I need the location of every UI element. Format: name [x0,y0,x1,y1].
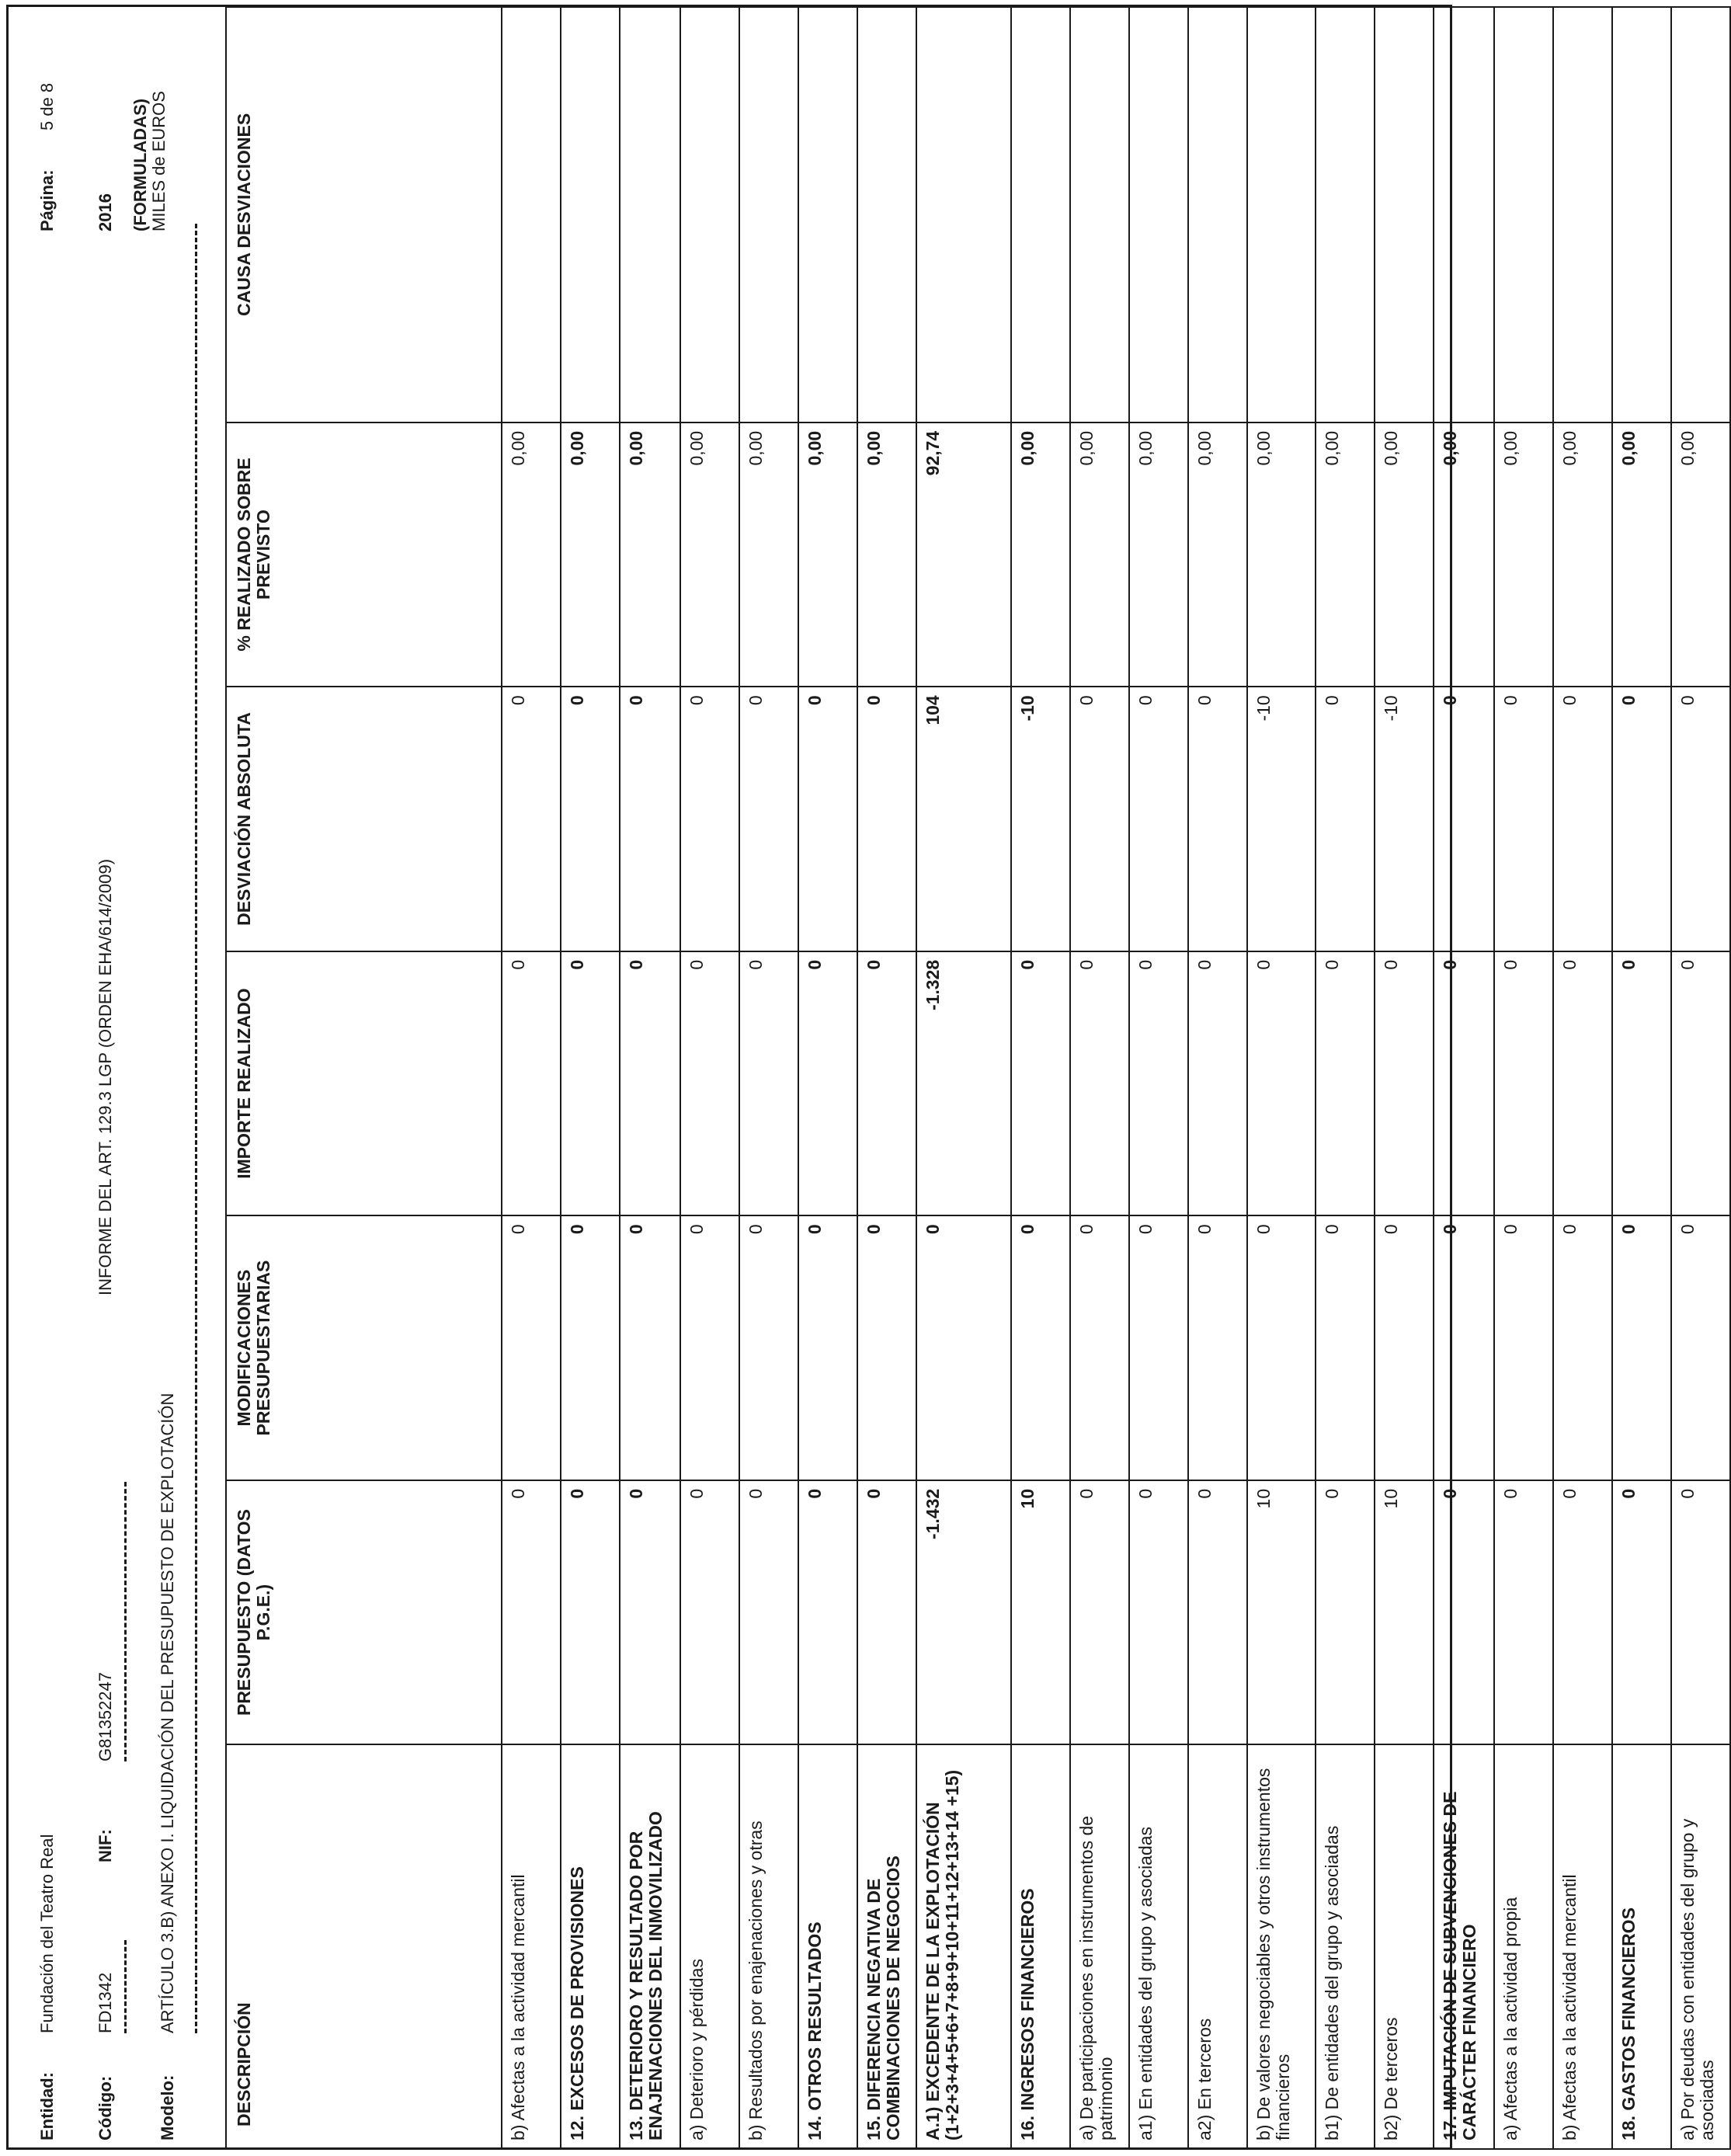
cell-presupuesto: 0 [680,1480,739,1745]
cell-modificaciones: 0 [1494,1215,1553,1480]
pagina-label: Página: [37,169,57,231]
cell-desviacion: -10 [1375,687,1434,951]
row-descripcion: a1) En entidades del grupo y asociadas [1129,1744,1188,2149]
cell-porcentaje: 0,00 [1011,423,1070,687]
table-row [502,7,561,2149]
cell-importe-realizado: 0 [1129,951,1188,1216]
cell-porcentaje: 92,74 [916,423,1011,687]
entidad-label: Entidad: [37,2072,57,2140]
row-descripcion: 16. INGRESOS FINANCIEROS [1011,1744,1070,2149]
cell-causa [1375,7,1434,423]
col-header-modificaciones: MODIFICACIONES PRESUPUESTARIAS [226,1215,502,1480]
cell-causa [1070,7,1129,423]
cell-causa [1612,7,1671,423]
table-row [561,7,620,2149]
cell-porcentaje: 0,00 [680,423,739,687]
cell-porcentaje: 0,00 [1316,423,1375,687]
row-descripcion: b2) De terceros [1375,1744,1434,2149]
cell-desviacion: 0 [1070,687,1129,951]
cell-presupuesto: 0 [1434,1480,1494,1745]
table-row [680,7,739,2149]
cell-causa [1494,7,1553,423]
table-row [916,7,1011,2149]
row-descripcion: b) De valores negociables y otros instrumentos financieros [1247,1744,1316,2149]
table-row [1553,7,1612,2149]
cell-importe-realizado: 0 [739,951,798,1216]
cell-causa [916,7,1011,423]
row-descripcion: b1) De entidades del grupo y asociadas [1316,1744,1375,2149]
table-row [1671,7,1730,2149]
cell-importe-realizado: 0 [798,951,857,1216]
row-descripcion: b) Resultados por enajenaciones y otras [739,1744,798,2149]
formuladas-label: (FORMULADAS) [130,98,150,231]
cell-modificaciones: 0 [1129,1215,1188,1480]
cell-presupuesto: 0 [1188,1480,1247,1745]
cell-desviacion: 0 [561,687,620,951]
cell-desviacion: -10 [1247,687,1316,951]
cell-modificaciones: 0 [1375,1215,1434,1480]
unidades-label: MILES de EUROS [149,91,169,231]
table-header-row [226,7,502,2149]
cell-causa [1434,7,1494,423]
cell-porcentaje: 0,00 [561,423,620,687]
codigo-value: FD1342 [96,1972,115,2033]
cell-causa [1671,7,1730,423]
modelo-label: Modelo: [158,2074,177,2140]
row-descripcion: 15. DIFERENCIA NEGATIVA DE COMBINACIONES DE NEGOCIOS [857,1744,916,2149]
table-row [857,7,916,2149]
col-header-porcentaje: % REALIZADO SOBRE PREVISTO [226,423,502,687]
cell-causa [561,7,620,423]
table-row [1494,7,1553,2149]
cell-importe-realizado: 0 [502,951,561,1216]
cell-modificaciones: 0 [561,1215,620,1480]
cell-importe-realizado: 0 [1553,951,1612,1216]
cell-causa [680,7,739,423]
table-row [1434,7,1494,2149]
table-row [1375,7,1434,2149]
cell-presupuesto: 10 [1375,1480,1434,1745]
cell-presupuesto: 0 [502,1480,561,1745]
cell-desviacion: 0 [1129,687,1188,951]
cell-modificaciones: 0 [857,1215,916,1480]
row-descripcion: b) Afectas a la actividad mercantil [1553,1744,1612,2149]
row-descripcion: 14. OTROS RESULTADOS [798,1744,857,2149]
cell-causa [857,7,916,423]
cell-importe-realizado: 0 [1375,951,1434,1216]
cell-modificaciones: 0 [1188,1215,1247,1480]
cell-importe-realizado: 0 [1188,951,1247,1216]
cell-presupuesto: -1.432 [916,1480,1011,1745]
row-descripcion: 12. EXCESOS DE PROVISIONES [561,1744,620,2149]
cell-desviacion: 0 [1671,687,1730,951]
cell-desviacion: 0 [1188,687,1247,951]
cell-presupuesto: 0 [857,1480,916,1745]
table-row [1612,7,1671,2149]
col-header-desviacion: DESVIACIÓN ABSOLUTA [226,687,502,951]
cell-modificaciones: 0 [1671,1215,1730,1480]
row-descripcion: b) Afectas a la actividad mercantil [502,1744,561,2149]
cell-porcentaje: 0,00 [1434,423,1494,687]
cell-causa [1553,7,1612,423]
cell-desviacion: 104 [916,687,1011,951]
cell-presupuesto: 0 [1129,1480,1188,1745]
cell-porcentaje: 0,00 [1129,423,1188,687]
cell-modificaciones: 0 [1011,1215,1070,1480]
pagina-value: 5 de 8 [37,82,57,130]
cell-desviacion: 0 [739,687,798,951]
table-row [1011,7,1070,2149]
cell-causa [1011,7,1070,423]
budget-table [225,6,1731,2150]
cell-importe-realizado: 0 [1316,951,1375,1216]
cell-causa [1247,7,1316,423]
cell-presupuesto: 10 [1011,1480,1070,1745]
cell-modificaciones: 0 [739,1215,798,1480]
cell-porcentaje: 0,00 [1070,423,1129,687]
cell-importe-realizado: 0 [561,951,620,1216]
cell-causa [1188,7,1247,423]
cell-desviacion: 0 [680,687,739,951]
row-descripcion: a2) En terceros [1188,1744,1247,2149]
cell-porcentaje: 0,00 [1188,423,1247,687]
cell-presupuesto: 10 [1247,1480,1316,1745]
cell-modificaciones: 0 [916,1215,1011,1480]
cell-presupuesto: 0 [620,1480,680,1745]
row-descripcion: 13. DETERIORO Y RESULTADO POR ENAJENACIONES DEL INMOVILIZADO [620,1744,680,2149]
cell-porcentaje: 0,00 [798,423,857,687]
col-header-presupuesto: PRESUPUESTO (DATOS P.G.E.) [226,1480,502,1745]
cell-porcentaje: 0,00 [620,423,680,687]
row-descripcion: 17. IMPUTACIÓN DE SUBVENCIONES DE CARÁCTER FINANCIERO [1434,1744,1494,2149]
cell-importe-realizado: 0 [1671,951,1730,1216]
cell-desviacion: -10 [1011,687,1070,951]
cell-desviacion: 0 [798,687,857,951]
table-row [739,7,798,2149]
nif-underline [124,1482,127,1761]
col-header-importe-realizado: IMPORTE REALIZADO [226,951,502,1216]
table-row [1188,7,1247,2149]
cell-presupuesto: 0 [1671,1480,1730,1745]
codigo-underline [124,1940,127,2033]
cell-modificaciones: 0 [680,1215,739,1480]
table-row [620,7,680,2149]
cell-importe-realizado: 0 [1612,951,1671,1216]
table-row [1316,7,1375,2149]
cell-porcentaje: 0,00 [1553,423,1612,687]
report-page [6,6,1717,2150]
cell-modificaciones: 0 [1247,1215,1316,1480]
row-descripcion: A.1) EXCEDENTE DE LA EXPLOTACIÓN (1+2+3+4+5+6+7+8+9+10+11+12+13+14 +15) [916,1744,1011,2149]
cell-modificaciones: 0 [1553,1215,1612,1480]
table-row [1070,7,1129,2149]
codigo-label: Código: [96,2075,115,2140]
cell-porcentaje: 0,00 [1247,423,1316,687]
cell-modificaciones: 0 [1612,1215,1671,1480]
cell-importe-realizado: 0 [680,951,739,1216]
cell-causa [1316,7,1375,423]
row-descripcion: a) Por deudas con entidades del grupo y asociadas [1671,1744,1730,2149]
cell-causa [1129,7,1188,423]
entidad-value: Fundación del Teatro Real [37,1834,57,2033]
cell-modificaciones: 0 [1434,1215,1494,1480]
cell-causa [502,7,561,423]
cell-importe-realizado: 0 [620,951,680,1216]
cell-porcentaje: 0,00 [1494,423,1553,687]
cell-presupuesto: 0 [1070,1480,1129,1745]
cell-desviacion: 0 [1553,687,1612,951]
cell-porcentaje: 0,00 [857,423,916,687]
cell-desviacion: 0 [1494,687,1553,951]
row-descripcion: a) De participaciones en instrumentos de patrimonio [1070,1744,1129,2149]
cell-porcentaje: 0,00 [1612,423,1671,687]
cell-presupuesto: 0 [1494,1480,1553,1745]
col-header-causa: CAUSA DESVIACIONES [226,7,502,423]
cell-causa [798,7,857,423]
cell-presupuesto: 0 [739,1480,798,1745]
cell-porcentaje: 0,00 [502,423,561,687]
cell-desviacion: 0 [502,687,561,951]
cell-importe-realizado: 0 [1494,951,1553,1216]
cell-importe-realizado: 0 [1434,951,1494,1216]
table-row [1247,7,1316,2149]
table-row [798,7,857,2149]
cell-porcentaje: 0,00 [1375,423,1434,687]
cell-porcentaje: 0,00 [739,423,798,687]
modelo-underline [195,224,197,2033]
informe-title: INFORME DEL ART. 129.3 LGP (ORDEN EHA/614/2009) [96,858,115,1295]
year-value: 2016 [96,193,115,231]
row-descripcion: 18. GASTOS FINANCIEROS [1612,1744,1671,2149]
cell-importe-realizado: 0 [1247,951,1316,1216]
cell-presupuesto: 0 [798,1480,857,1745]
cell-causa [739,7,798,423]
cell-presupuesto: 0 [1612,1480,1671,1745]
table-row [1129,7,1188,2149]
cell-desviacion: 0 [1434,687,1494,951]
row-descripcion: a) Afectas a la actividad propia [1494,1744,1553,2149]
cell-presupuesto: 0 [1316,1480,1375,1745]
cell-causa [620,7,680,423]
cell-presupuesto: 0 [1553,1480,1612,1745]
cell-desviacion: 0 [1316,687,1375,951]
cell-porcentaje: 0,00 [1671,423,1730,687]
cell-modificaciones: 0 [620,1215,680,1480]
nif-label: NIF: [96,1829,115,1862]
cell-modificaciones: 0 [798,1215,857,1480]
cell-importe-realizado: 0 [857,951,916,1216]
cell-desviacion: 0 [620,687,680,951]
cell-modificaciones: 0 [1316,1215,1375,1480]
nif-value: G81352247 [96,1672,115,1761]
row-descripcion: a) Deterioro y pérdidas [680,1744,739,2149]
cell-importe-realizado: 0 [1011,951,1070,1216]
cell-desviacion: 0 [1612,687,1671,951]
cell-importe-realizado: -1.328 [916,951,1011,1216]
cell-importe-realizado: 0 [1070,951,1129,1216]
col-header-descripcion: DESCRIPCIÓN [226,1744,502,2149]
cell-modificaciones: 0 [502,1215,561,1480]
cell-modificaciones: 0 [1070,1215,1129,1480]
cell-desviacion: 0 [857,687,916,951]
modelo-value: ARTÍCULO 3.B) ANEXO I. LIQUIDACIÓN DEL PRESUPUESTO DE EXPLOTACIÓN [158,1393,177,2033]
cell-presupuesto: 0 [561,1480,620,1745]
